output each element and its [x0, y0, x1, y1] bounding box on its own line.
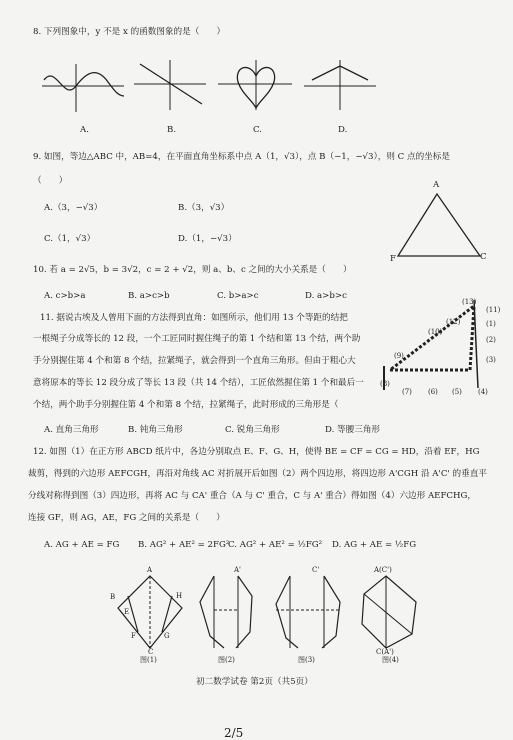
q12-line-3: 分线对称得到图（3）四边形，再将 AC 与 CA' 重合（A 与 C' 重合，C 与 A' 重合）得如图（4）六边形 AEFCHG， — [28, 491, 476, 501]
q8-option-c: C. — [253, 125, 263, 135]
q11-line-2: 一根绳子分成等长的 12 段，一个工匠同时握住绳子的第 1 个结和第 13 个结，两个助 — [33, 334, 361, 344]
q12-line-1: 12. 如图（1）在正方形 ABCD 纸片中，各边分别取点 E、F、G、H，使得 BE = CF = CG = HD，沿着 EF，HG — [33, 447, 480, 457]
q12-fig1-f: F — [131, 632, 136, 640]
q12-fig1-b: B — [110, 593, 116, 601]
q12-figure-2 — [192, 572, 268, 654]
q11-knot-9: (9) — [394, 352, 404, 360]
q9-triangle-figure — [392, 190, 492, 262]
q12-option-b: B. AG² + AE² = 2FG² — [138, 540, 230, 550]
q11-line-4: 意将原本的等长 12 段分成了等长 13 段（共 14 个结），工匠依然握住第 1 个和最后一 — [33, 378, 364, 388]
q12-fig4-bottom: C(A') — [376, 648, 394, 656]
q11-knot-11: (11) — [486, 306, 501, 314]
q9-option-c: C.（1，√3） — [44, 234, 96, 244]
q9-label-f: F — [390, 254, 396, 264]
q9-stem: 9. 如图，等边△ABC 中，AB=4，在平面直角坐标系中点 A（1，√3），点 B（−1，−√3），则 C 点的坐标是 — [33, 152, 450, 162]
q10-stem: 10. 若 a = 2√5，b = 3√2，c = 2 + √2，则 a、b、c 之间的大小关系是（ ） — [33, 265, 352, 275]
q11-knot-10: (10) — [428, 328, 443, 336]
q12-line-2: 裁剪，得到的六边形 AEFCGH，再沿对角线 AC 对折展开后如图（2）两个四边形，将四边形 A'CGH 沿 A'C' 的垂直平 — [28, 469, 487, 479]
q8-stem: 8. 下列图象中，y 不是 x 的函数图象的是（ ） — [33, 27, 226, 37]
page-number: 2/5 — [224, 726, 244, 740]
q8-graph-d — [300, 58, 380, 113]
q12-figure-4 — [356, 572, 426, 654]
q12-fig4-top: A(C') — [374, 566, 392, 574]
q8-graph-c — [214, 58, 296, 113]
q11-knot-13: (13) — [462, 298, 477, 306]
q12-caption-2: 图(2) — [218, 656, 235, 664]
q12-caption-3: 图(3) — [298, 656, 315, 664]
q9-option-b: B.（3，√3） — [178, 203, 230, 213]
q11-rope-figure — [378, 296, 501, 396]
q8-option-d: D. — [338, 125, 348, 135]
q12-fig1-a: A — [147, 566, 153, 574]
q9-option-a: A.（3，−√3） — [44, 203, 103, 213]
q10-option-a: A. c>b>a — [44, 291, 86, 301]
q12-figure-3 — [270, 572, 350, 654]
q8-option-a: A. — [80, 125, 89, 135]
q12-fig1-g: G — [164, 632, 170, 640]
q12-option-a: A. AG + AE = FG — [44, 540, 120, 550]
q9-label-c: C — [480, 252, 487, 262]
page-footer: 初二数学试卷 第2页（共5页） — [196, 677, 313, 687]
q8-graph-b — [130, 58, 210, 113]
q12-fig3-c-prime: C' — [312, 566, 320, 574]
q9-label-a: A — [433, 180, 440, 190]
q11-knot-4: (4) — [478, 388, 488, 396]
q11-knot-2: (2) — [486, 336, 496, 344]
q11-option-d: D. 等腰三角形 — [325, 425, 381, 435]
q12-line-4: 连接 GF，则 AG，AE，FG 之间的关系是（ ） — [28, 513, 225, 523]
q10-option-c: C. b>a>c — [217, 291, 259, 301]
q9-option-d: D.（1，−√3） — [178, 234, 237, 244]
q11-option-c: C. 锐角三角形 — [225, 425, 280, 435]
q12-caption-1: 图(1) — [140, 656, 157, 664]
q12-fig1-c: C — [148, 648, 154, 656]
q9-bracket: （ ） — [33, 176, 68, 186]
q12-fig1-h: H — [176, 592, 183, 600]
q11-knot-1: (1) — [486, 320, 496, 328]
q12-caption-4: 图(4) — [382, 656, 399, 664]
q11-line-3: 手分别握住第 4 个和第 8 个结，拉紧绳子，就会得到一个直角三角形。但由于粗心大 — [33, 356, 356, 366]
q11-knot-8: (8) — [380, 380, 390, 388]
q8-graph-a — [38, 62, 128, 117]
q11-knot-12: (12) — [446, 318, 461, 326]
q11-knot-6: (6) — [428, 388, 438, 396]
q11-knot-7: (7) — [402, 388, 412, 396]
q12-fig2-a-prime: A' — [234, 566, 241, 574]
q11-option-b: B. 钝角三角形 — [128, 425, 183, 435]
q11-knot-3: (3) — [486, 356, 496, 364]
q11-knot-5: (5) — [452, 388, 462, 396]
q12-option-c: C. AG² + AE² = ½FG² — [228, 540, 323, 550]
q12-option-d: D. AG + AE = ½FG — [332, 540, 417, 550]
q11-option-a: A. 直角三角形 — [44, 425, 99, 435]
q11-line-5: 个结，两个助手分别握住第 4 个和第 8 个结，拉紧绳子，此时形成的三角形是（ — [33, 400, 339, 410]
q10-option-d: D. a>b>c — [305, 291, 347, 301]
q11-line-1: 11. 据说古埃及人曾用下面的方法得到直角：如图所示，他们用 13 个等距的结把 — [40, 313, 348, 323]
q10-option-b: B. a>c>b — [128, 291, 170, 301]
q12-fig1-e: E — [124, 608, 130, 616]
q8-option-b: B. — [167, 125, 177, 135]
